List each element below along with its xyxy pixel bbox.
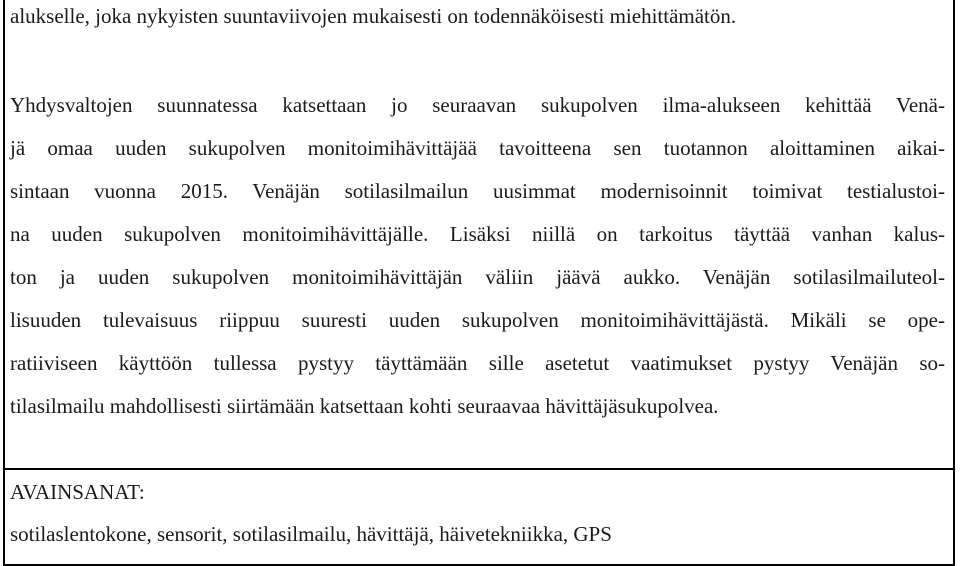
abstract-line-5: ton ja uuden sukupolven monitoimihävittäjän väliin jäävä aukko. Venäjän sotilasilmailuteol- bbox=[10, 265, 945, 289]
abstract-line-8: tilasilmailu mahdollisesti siirtämään katsettaan kohti seuraavaa hävittäjäsukupolvea. bbox=[10, 394, 719, 418]
abstract-line-0: alukselle, joka nykyisten suuntaviivojen mukaisesti on todennäköisesti miehittämätön. bbox=[10, 4, 737, 28]
abstract-line-3: sintaan vuonna 2015. Venäjän sotilasilmailun uusimmat modernisoinnit toimivat testialustoi- bbox=[10, 179, 945, 203]
abstract-line-1: Yhdysvaltojen suunnatessa katsettaan jo seuraavan sukupolven ilma-alukseen kehittää Venä- bbox=[10, 93, 945, 117]
abstract-line-2: jä omaa uuden sukupolven monitoimihävittäjää tavoitteena sen tuotannon aloittaminen aikai- bbox=[10, 136, 945, 160]
abstract-line-6: lisuuden tulevaisuus riippuu suuresti uuden sukupolven monitoimihävittäjästä. Mikäli se ope- bbox=[10, 308, 945, 332]
abstract-line-4: na uuden sukupolven monitoimihävittäjälle. Lisäksi niillä on tarkoitus täyttää vanhan kalus- bbox=[10, 222, 945, 246]
keywords-box bbox=[3, 468, 955, 566]
keywords-heading: AVAINSANAT: bbox=[10, 480, 145, 504]
abstract-line-7: ratiiviseen käyttöön tullessa pystyy täyttämään sille asetetut vaatimukset pystyy Venäjän so- bbox=[10, 351, 945, 375]
keywords-list: sotilaslentokone, sensorit, sotilasilmailu, hävittäjä, häivetekniikka, GPS bbox=[10, 522, 612, 546]
